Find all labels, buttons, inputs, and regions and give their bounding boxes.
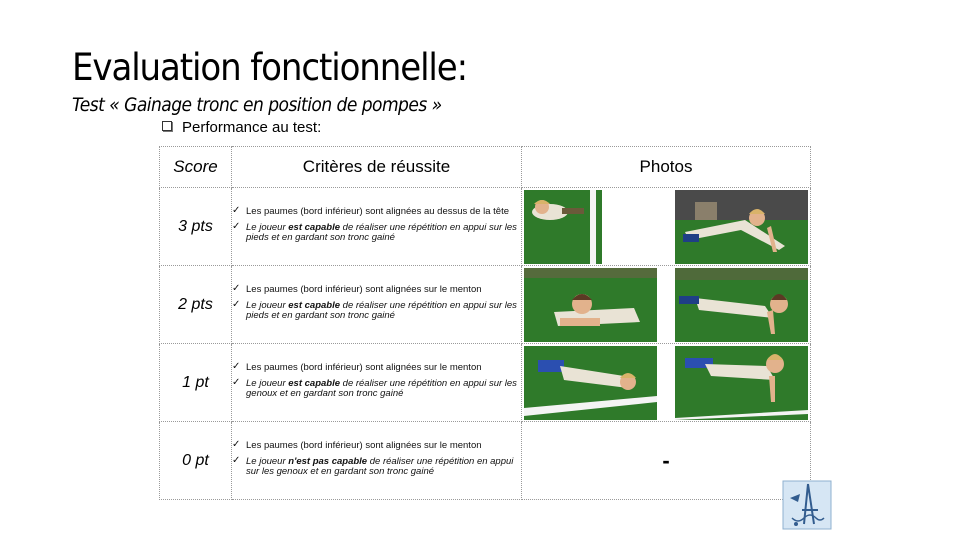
photo-pushup-knees (675, 346, 808, 420)
photos-cell (522, 188, 811, 266)
score-cell: 1 pt (160, 344, 232, 422)
score-cell: 0 pt (160, 422, 232, 500)
check-icon: ✓ (232, 454, 241, 466)
check-icon: ✓ (232, 376, 241, 388)
section-bullet (162, 119, 321, 136)
check-icon: ✓ (232, 298, 241, 310)
slide-title: Evaluation fonctionnelle: (72, 46, 467, 89)
criteria-item: ✓ Le joueur est capable de réaliser une répétition en appui sur les pieds et en gardant son tronc gainé (232, 220, 517, 243)
criteria-item: ✓ Le joueur est capable de réaliser une répétition en appui sur les pieds et en gardant son tronc gainé (232, 298, 517, 321)
criteria-item: ✓ Les paumes (bord inférieur) sont alignées sur le menton (232, 282, 482, 295)
table-row (160, 188, 811, 266)
header-score: Score (160, 147, 232, 188)
criteria-cell (232, 422, 522, 500)
photos-cell (522, 344, 811, 422)
criteria-item: ✓ Les paumes (bord inférieur) sont alignées sur le menton (232, 360, 482, 373)
photos-cell (522, 266, 811, 344)
photo-pushup-hands-chin (675, 268, 808, 342)
score-cell: 3 pts (160, 188, 232, 266)
photo-plank-hands-overhead (524, 190, 602, 264)
scoring-table (159, 146, 811, 500)
photo-plank-hands-chin (524, 268, 657, 342)
table-row (160, 266, 811, 344)
check-icon: ✓ (232, 282, 241, 294)
criteria-cell (232, 188, 522, 266)
criteria-cell (232, 344, 522, 422)
photo-plank-knees (524, 346, 657, 420)
criteria-item: ✓ Les paumes (bord inférieur) sont alignées sur le menton (232, 438, 482, 451)
logo-emblem (782, 480, 832, 530)
no-photo-dash: - (522, 422, 811, 500)
criteria-item: ✓ Le joueur est capable de réaliser une répétition en appui sur les genoux et en gardant son tronc gainé (232, 376, 517, 399)
square-bullet-icon (162, 121, 172, 131)
header-criteria: Critères de réussite (232, 147, 522, 188)
table-header-row (160, 147, 811, 188)
header-photos: Photos (522, 147, 811, 188)
check-icon: ✓ (232, 220, 241, 232)
check-icon: ✓ (232, 204, 241, 216)
criteria-item: ✓ Le joueur n'est pas capable de réaliser une répétition en appui sur les genoux et en gardant son tronc gainé (232, 454, 514, 477)
score-cell: 2 pts (160, 266, 232, 344)
criteria-item: ✓ Les paumes (bord inférieur) sont alignées au dessus de la tête (232, 204, 509, 217)
section-bullet-label: Performance au test: (182, 119, 322, 136)
criteria-cell (232, 266, 522, 344)
table-row (160, 422, 811, 500)
check-icon: ✓ (232, 360, 241, 372)
slide-subtitle: Test « Gainage tronc en position de pompes » (72, 94, 442, 116)
photo-pushup-hands-overhead (675, 190, 808, 264)
table-row (160, 344, 811, 422)
check-icon: ✓ (232, 438, 241, 450)
